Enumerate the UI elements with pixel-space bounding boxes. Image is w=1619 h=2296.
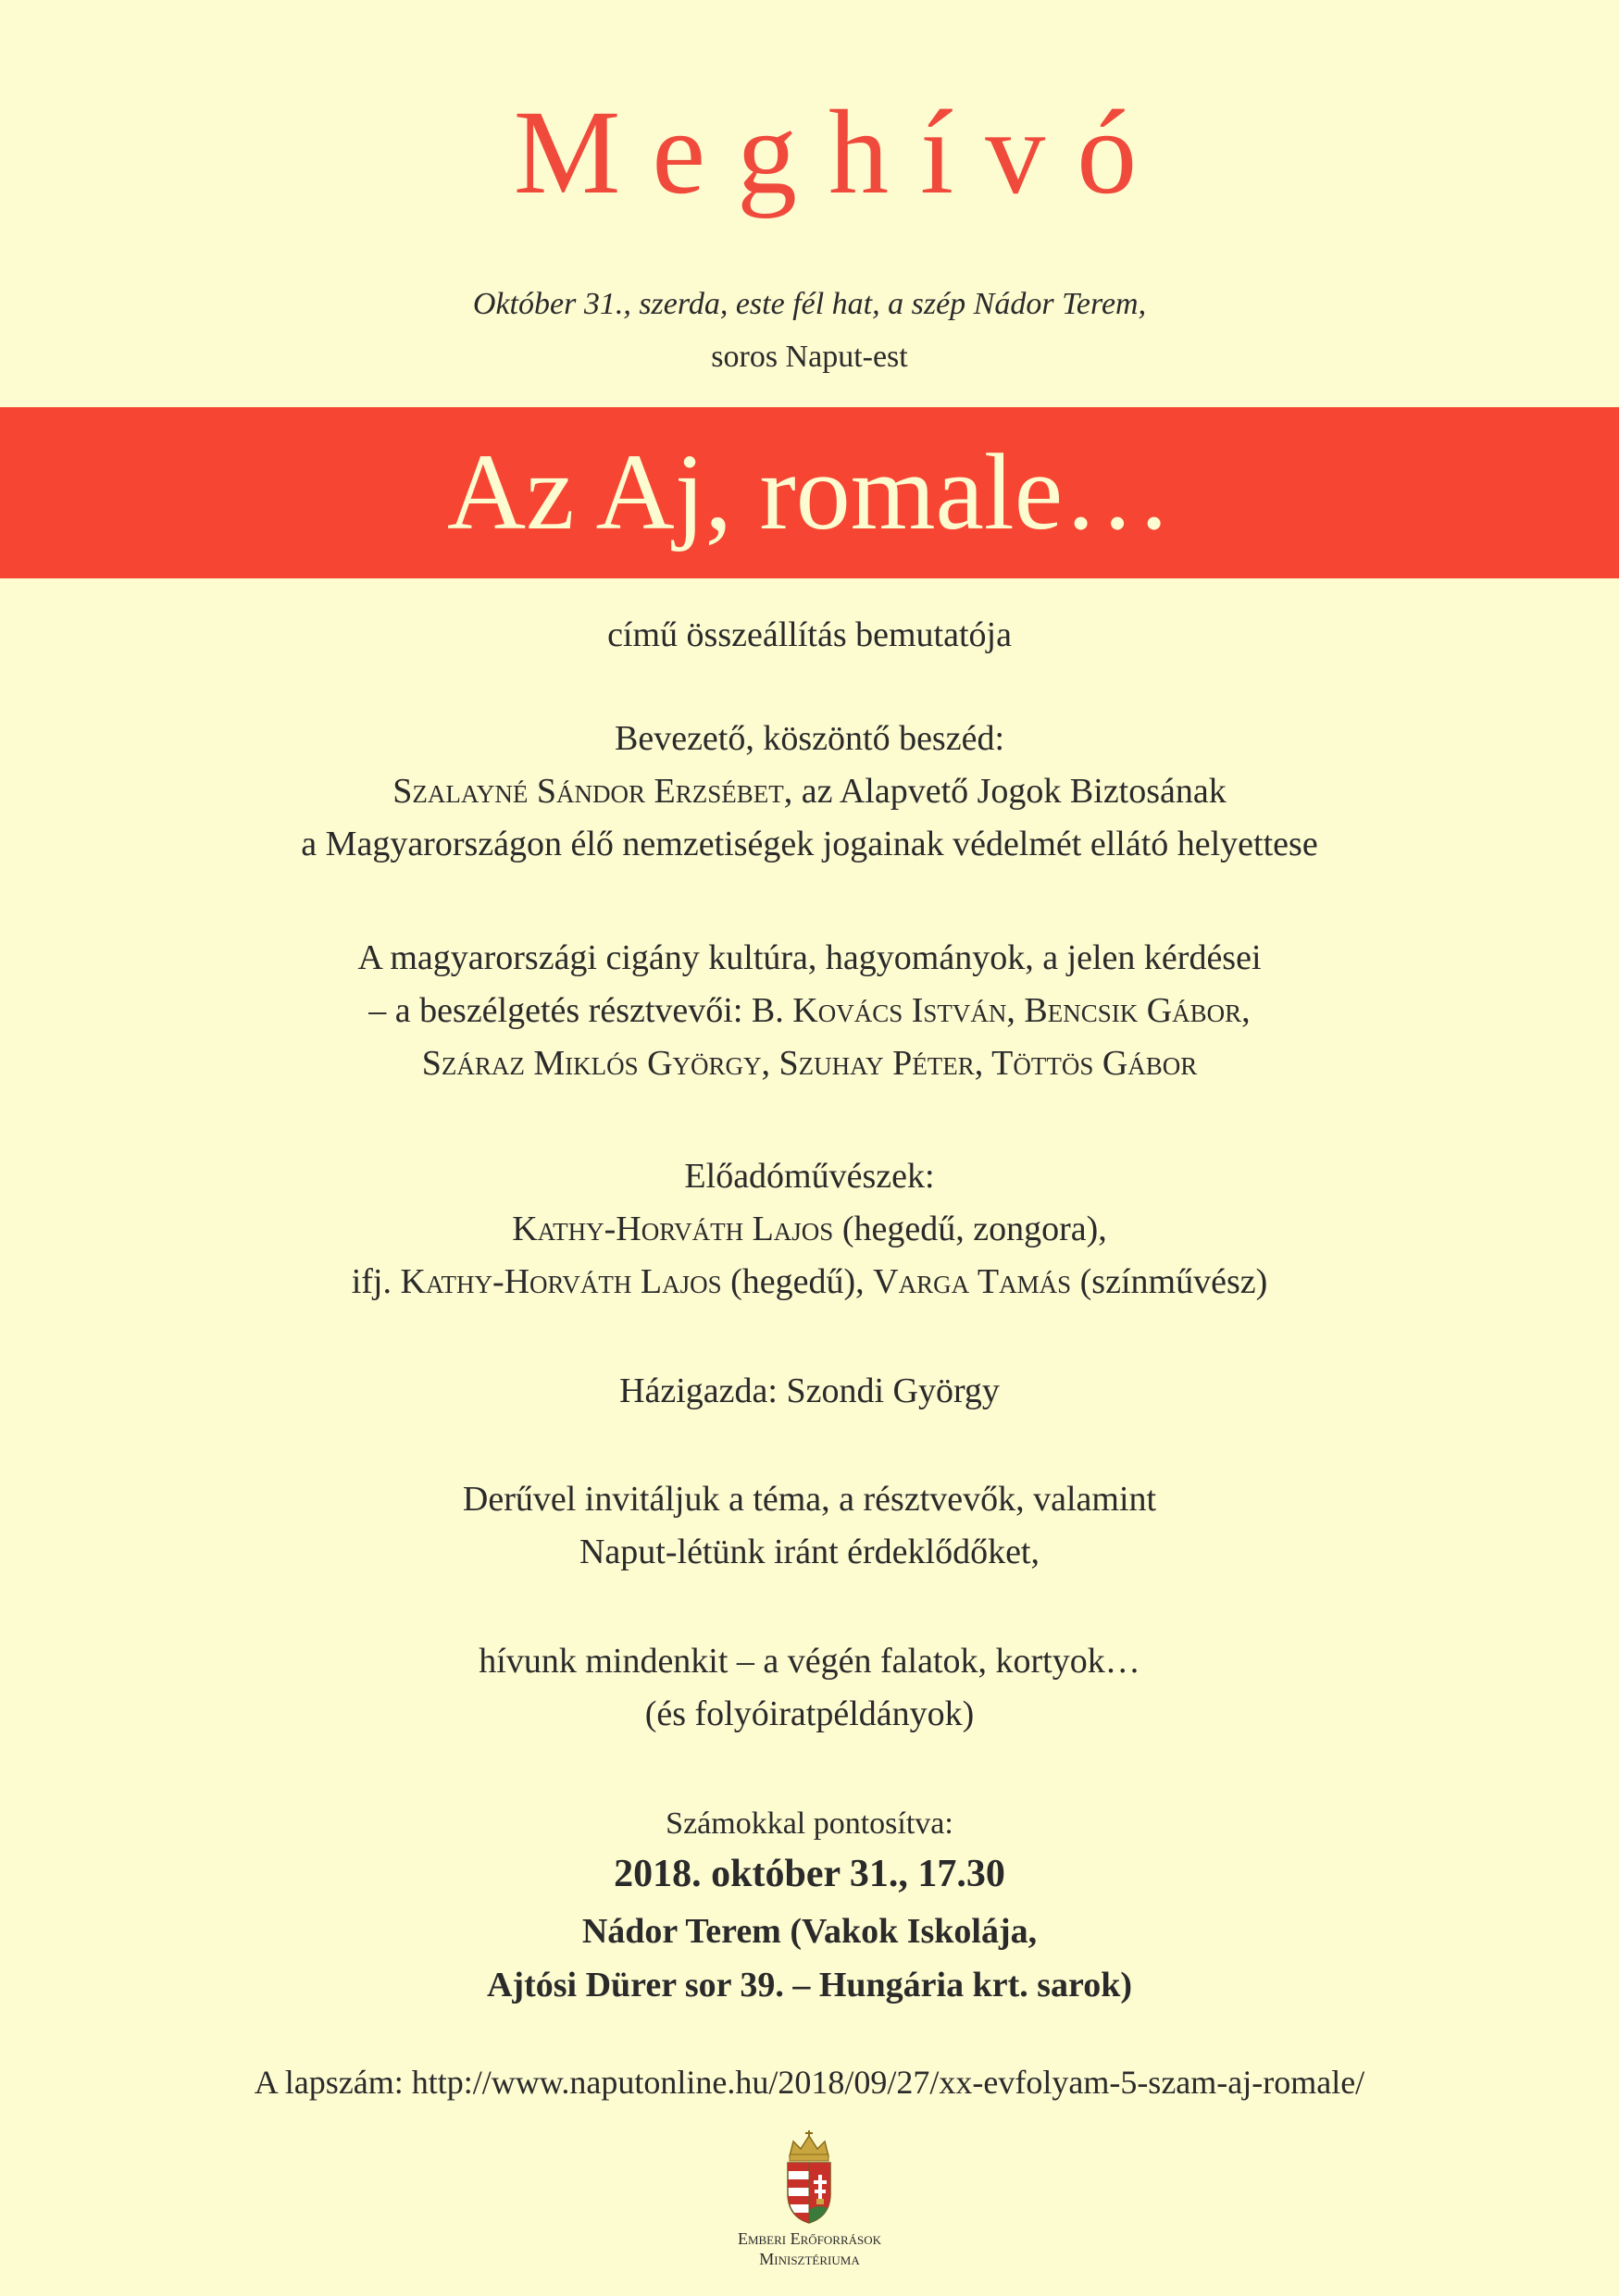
page-title: Meghívó <box>513 86 1169 219</box>
host-line: Házigazda: Szondi György <box>619 1371 1000 1410</box>
discussion-topic: A magyarországi cigány kultúra, hagyományok, a jelen kérdései <box>357 938 1262 977</box>
intro-speaker <box>0 765 1619 818</box>
details-heading: Számokkal pontosítva: <box>666 1806 953 1841</box>
invite-line-4: (és folyóiratpéldányok) <box>644 1694 975 1733</box>
invite-line-3: hívunk mindenkit – a végén falatok, kortyok… <box>479 1642 1140 1681</box>
performer-1 <box>0 1203 1619 1256</box>
participants-names-1: B. Kovács István, Bencsik Gábor, <box>751 991 1251 1030</box>
performer-2-role: (hegedű), <box>721 1262 874 1301</box>
participants-prefix: – a beszélgetés résztvevői: <box>368 991 752 1030</box>
venue-line-1: Nádor Terem (Vakok Iskolája, <box>581 1912 1038 1951</box>
performer-2-name: Kathy-Horváth Lajos <box>400 1262 722 1301</box>
performers-heading: Előadóművészek: <box>684 1157 935 1196</box>
speaker-role-line2: a Magyarországon élő nemzetiségek jogainak védelmét ellátó helyettese <box>301 825 1318 863</box>
ministry-name-line2: Minisztériuma <box>759 2250 860 2268</box>
event-date-line: Október 31., szerda, este fél hat, a szép Nádor Terem, <box>472 287 1147 321</box>
speaker-name: Szalayné Sándor Erzsébet <box>392 772 784 811</box>
event-series-line: soros Naput-est <box>711 340 908 374</box>
performer-2-prefix: ifj. <box>351 1262 401 1301</box>
performer-1-name: Kathy-Horváth Lajos <box>512 1210 834 1248</box>
hungarian-coat-of-arms-icon <box>740 2128 878 2226</box>
discussion-participants-line2: Száraz Miklós György, Szuhay Péter, Töttös Gábor <box>421 1044 1198 1083</box>
banner-title: Az Aj, romale… <box>446 431 1173 552</box>
venue-line-2: Ajtósi Dürer sor 39. – Hungária krt. sarok) <box>486 1966 1133 2004</box>
discussion-participants-line1 <box>0 985 1619 1037</box>
performer-1-role: (hegedű, zongora), <box>833 1210 1107 1248</box>
performer-3-role: (színművész) <box>1071 1262 1268 1301</box>
intro-heading: Bevezető, köszöntő beszéd: <box>614 719 1005 758</box>
invite-line-1: Derűvel invitáljuk a téma, a résztvevők, valamint <box>462 1480 1157 1519</box>
subtitle: című összeállítás bemutatója <box>607 615 1012 654</box>
issue-link[interactable]: A lapszám: http://www.naputonline.hu/2018/09/27/xx-evfolyam-5-szam-aj-romale/ <box>254 2064 1365 2101</box>
performer-3-name: Varga Tamás <box>873 1262 1072 1301</box>
ministry-name-line1: Emberi Erőforrások <box>737 2229 882 2248</box>
speaker-role: , az Alapvető Jogok Biztosának <box>783 772 1227 811</box>
event-datetime: 2018. október 31., 17.30 <box>614 1853 1005 1895</box>
invite-line-2: Naput-létünk iránt érdeklődőket, <box>579 1533 1040 1571</box>
performer-2-3 <box>0 1256 1619 1309</box>
